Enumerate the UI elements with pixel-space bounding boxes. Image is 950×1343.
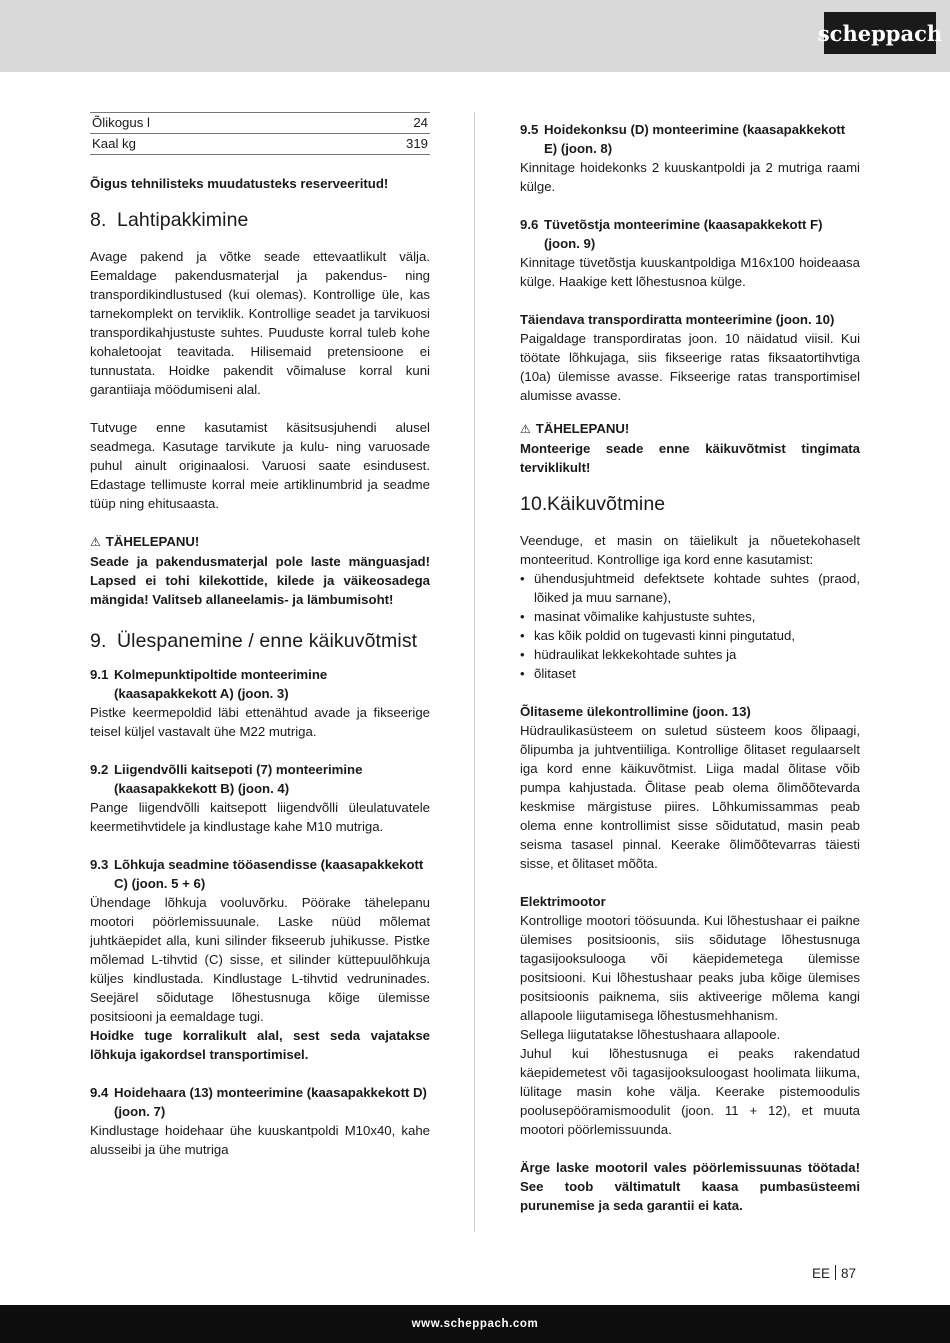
section-8-paragraph-2: Tutvuge enne kasutamist käsitsusjuhendi alusel seadmega. Kasutage tarvikute ja kulu- ning varuosade puhul ainult originaalosi. Varuosi saate esindusest. Edastage tellimuste korral meie artiklinumbrid ja seadme tüüp ning ehitusaasta.: [90, 420, 430, 511]
language-code: EE: [812, 1266, 831, 1281]
reserve-note: Õigus tehnilisteks muudatusteks reserveeritud!: [90, 176, 389, 191]
motor-paragraph-3: Juhul kui lõhestusnuga ei peaks rakendatud käepidemetest või tagasijooksuloogast hoolimata liikuma, lülitage masin kohe välja. Keerake pistemoodulis poolusepööramismoodulit (joon. 11 + 12), et muuta mootori pöörlemissuunda.: [520, 1046, 860, 1137]
subsection-9-5-heading: 9.5 Hoidekonksu (D) monteerimine (kaasapakkekott E) (joon. 8): [520, 122, 846, 156]
warning-text: Monteerige seade enne käikuvõtmist tingimata terviklikult!: [520, 441, 860, 475]
header-bar: [0, 0, 950, 72]
spec-value: 24: [329, 113, 430, 134]
table-row: [90, 113, 430, 134]
table-row: [90, 134, 430, 155]
subsection-9-3-bold-note: Hoidke tuge korralikult alal, sest seda vajatakse lõhkuja igakordsel transportimisel.: [90, 1028, 430, 1062]
checklist: [520, 569, 860, 683]
warning-triangle-icon: ⚠: [90, 535, 101, 549]
spec-table: [90, 112, 430, 155]
list-item: • masinat võimalike kahjustuste suhtes,: [520, 607, 860, 626]
list-item: • õlitaset: [520, 664, 860, 683]
motor-paragraph-1: Kontrollige mootori töösuunda. Kui lõhestushaar ei paikne ülemises positsioonis, siis sõidutage lõhestusnuga tagasijooksuloogа või käepidemetega ülemisse positsiooni. Kui lõhestushaar peaks juba kõige ülemises positsioonis paiknema, siis aktiveerige mõlema kangi allapoole liigutamisega lõhestusmehhanism.: [520, 913, 860, 1023]
spec-label: Õlikogus l: [90, 113, 329, 134]
section-8-heading: 8. Lahtipakkimine: [90, 209, 249, 231]
warning-heading: ⚠ TÄHELEPANU!: [90, 534, 200, 549]
footer-bar: [0, 1305, 950, 1343]
column-divider: [474, 112, 475, 1232]
section-10-heading: 10.Käikuvõtmine: [520, 493, 666, 515]
page-separator: [835, 1265, 836, 1280]
subsection-9-2-text: Pange liigendvõlli kaitsepott liigendvõlli üleulatuvatele keermetihvtidele ja kindlustage kahe M10 mutriga.: [90, 800, 430, 834]
subsection-9-4-text: Kindlustage hoidehaar ühe kuuskantpoldi M10x40, kahe alusseibi ja ühe mutriga: [90, 1123, 430, 1157]
warning-heading: ⚠ TÄHELEPANU!: [520, 421, 630, 436]
page-number-value: 87: [841, 1266, 857, 1281]
subsection-9-4-heading: 9.4 Hoidehaara (13) monteerimine (kaasapakkekott D) (joon. 7): [90, 1085, 427, 1119]
warning-text: Seade ja pakendusmaterjal pole laste mänguasjad! Lapsed ei tohi kilekottide, kilede ja väikeosadega mängida! Valitseb allaneelamis- ja lämbumisoht!: [90, 554, 430, 607]
page-number: [812, 1265, 856, 1281]
subsection-9-2-heading: 9.2 Liigendvõlli kaitsepoti (7) monteerimine (kaasapakkekott B) (joon. 4): [90, 762, 363, 796]
list-item: • ühendusjuhtmeid defektsete kohtade suhtes (praod, lõiked ja muu sarnane),: [520, 569, 860, 607]
right-column: [520, 112, 860, 1215]
subsection-9-1-heading: 9.1 Kolmepunktipoltide monteerimine (kaasapakkekott A) (joon. 3): [90, 667, 328, 701]
section-8-paragraph-1: Avage pakend ja võtke seade ettevaatlikult välja. Eemaldage pakendusmaterjal ja pakendus- ning transpordikindlustused (kui olemas). Kontrollige üle, kas tarnekomplekt on terviklik. Kontrollige seadet ja tarvikuosi transpordikahjustuste suhtes. Puuduste korral tuleb kohe kohaletoojat teavitada. Hilisemaid pretensioone ei tunnustata. Hoidke pakendit võimaluse korral kuni garantiiaja möödumiseni alal.: [90, 249, 430, 397]
subsection-9-3-text: Ühendage lõhkuja vooluvõrku. Pöörake tähelepanu mootori pöörlemissuunale. Laske nüüd mõlemat juhtkäepidet alla, kuni silinder fikseerub juhikusse. Pistke mõlemad L-tihvtid (C) sisse, et silinder küttepuulõhkuja küljes kindlustada. Kindlustage L-tihvtid vedruninades. Seejärel sõidutage lõhestusnuga kõige ülemisse positsiooni ja eemaldage tugi.: [90, 895, 430, 1024]
subsection-9-1-text: Pistke keermepoldid läbi ettenähtud avade ja fikseerige teisel küljel vastavalt ühe M22 mutriga.: [90, 705, 430, 739]
transport-wheel-heading: Täiendava transpordiratta monteerimine (joon. 10): [520, 312, 835, 327]
section-10-intro: Veenduge, et masin on täielikult ja nõuetekohaselt monteeritud. Kontrollige iga kord enne kasutamist:: [520, 533, 860, 567]
subsection-9-6-text: Kinnitage tüvetõstja kuuskantpoldiga M16x100 hoideaasa külge. Haakige kett lõhestusnoa külge.: [520, 255, 860, 289]
oil-check-heading: Õlitaseme ülekontrollimine (joon. 13): [520, 704, 751, 719]
section-9-heading: 9. Ülespanemine / enne käikuvõtmist: [90, 630, 418, 652]
subsection-9-5-text: Kinnitage hoidekonks 2 kuuskantpoldi ja 2 mutriga raami külge.: [520, 160, 860, 194]
left-column: [90, 112, 430, 1159]
spec-label: Kaal kg: [90, 134, 329, 155]
motor-bold-warning: Ärge laske mootoril vales pöörlemissuunas töötada! See toob vältimatult kaasa pumbasüsteemi purunemise ja seda garantii ei kata.: [520, 1160, 860, 1213]
scheppach-logo: scheppach: [824, 12, 936, 54]
oil-check-text: Hüdraulikasüsteem on suletud süsteem koos õlipaagi, õlipumba ja juhtventiiliga. Kontrollige õlitaset regulaarselt iga kord enne käikuvõtmist. Liiga madal õlitase võib pumpa kahjustada. Õlitase peab olema õlimõõtevarda keskmise märgistuse piires. Lõhkumissammas peab olema enne kontrollimist sisse sõidutatud, masin peab seisma tasasel pinnal. Keerake õlimõõtevarras täiesti sisse, et õlitaset mõõta.: [520, 723, 860, 871]
list-item: • hüdraulikat lekkekohtade suhtes ja: [520, 645, 860, 664]
subsection-9-3-heading: 9.3 Lõhkuja seadmine tööasendisse (kaasapakkekott C) (joon. 5 + 6): [90, 857, 424, 891]
subsection-9-6-heading: 9.6 Tüvetõstja monteerimine (kaasapakkekott F) (joon. 9): [520, 217, 823, 251]
motor-heading: Elektrimootor: [520, 894, 606, 909]
transport-wheel-text: Paigaldage transpordiratas joon. 10 näidatud viisil. Kui töötate lõhkujaga, siis fikseerige ratas fiksaatortihvtiga (10a) ülemisse avasse. Fikseerige ratas transportimisel alumisse avasse.: [520, 331, 860, 403]
list-item: • kas kõik poldid on tugevasti kinni pingutatud,: [520, 626, 860, 645]
warning-triangle-icon: ⚠: [520, 422, 531, 436]
website-url: www.scheppach.com: [411, 1318, 539, 1330]
spec-value: 319: [329, 134, 430, 155]
motor-paragraph-2: Sellega liigutatakse lõhestushaara allapoole.: [520, 1027, 781, 1042]
